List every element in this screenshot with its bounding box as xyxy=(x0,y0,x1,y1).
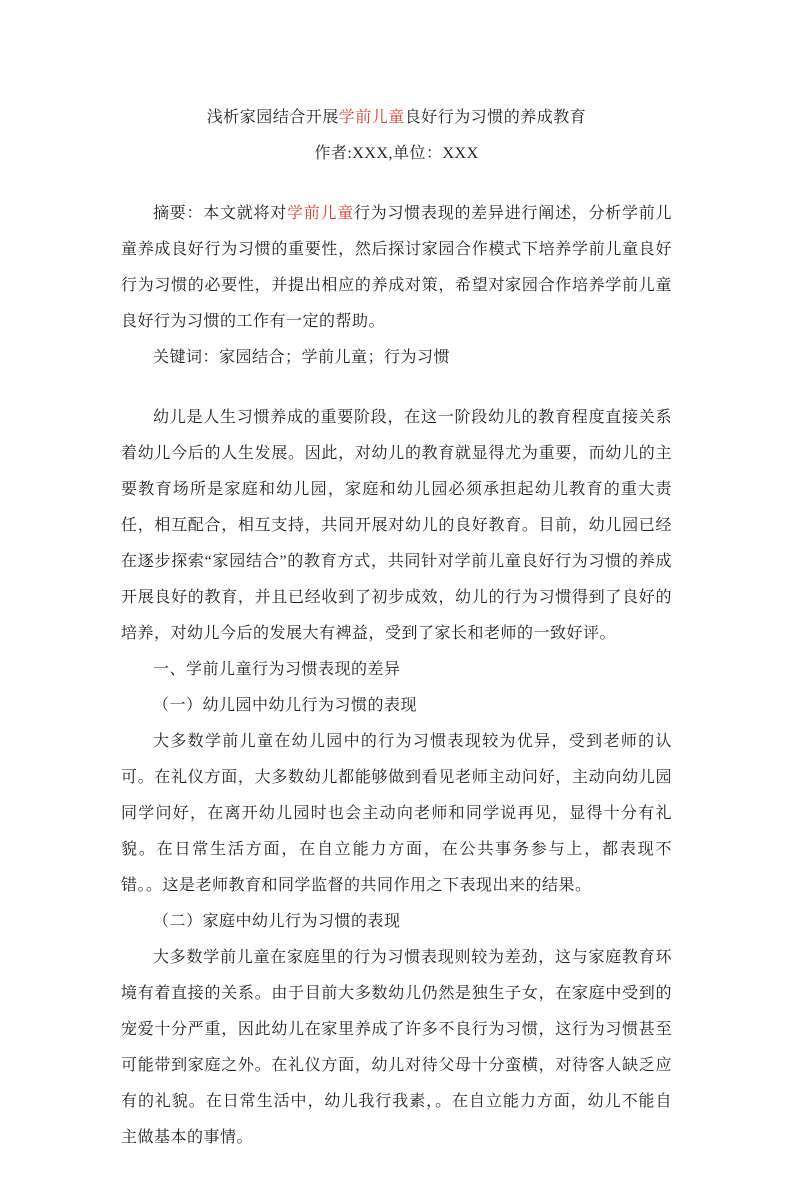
intro-paragraph: 幼儿是人生习惯养成的重要阶段，在这一阶段幼儿的教育程度直接关系着幼儿今后的人生发展。因此，对幼儿的教育就显得尤为重要，而幼儿的主要教育场所是家庭和幼儿园，家庭和幼儿园必须承担起幼儿教育的重大责任，相互配合，相互支持，共同开展对幼儿的良好教育。目前，幼儿园已经在逐步探索“家园结合”的教育方式，共同针对学前儿童良好行为习惯的养成开展良好的教育，并且已经收到了初步成效，幼儿的行为习惯得到了良好的培养，对幼儿今后的发展大有裨益，受到了家长和老师的一致好评。 xyxy=(121,409,672,642)
title-highlight: 学前儿童 xyxy=(338,109,405,126)
document-title xyxy=(121,100,672,136)
subsection-heading-family: （二）家庭中幼儿行为习惯的表现 xyxy=(153,913,401,930)
section-heading-differences: 一、学前儿童行为习惯表现的差异 xyxy=(153,661,401,678)
abstract-text-pre: 摘要：本文就将对 xyxy=(153,205,287,222)
abstract-paragraph xyxy=(121,196,672,340)
keywords-line: 关键词：家园结合；学前儿童；行为习惯 xyxy=(153,349,451,366)
family-paragraph: 大多数学前儿童在家庭里的行为习惯表现则较为差劲，这与家庭教育环境有着直接的关系。由于目前大多数幼儿仍然是独生子女，在家庭中受到的宠爱十分严重，因此幼儿在家里养成了许多不良行为习惯，这行为习惯甚至可能带到家庭之外。在礼仪方面，幼儿对待父母十分蛮横，对待客人缺乏应有的礼貌。在日常生活中，幼儿我行我素，。在自立能力方面，幼儿不能自主做基本的事情。 xyxy=(121,949,672,1146)
title-text-post: 良好行为习惯的养成教育 xyxy=(404,109,587,126)
spacer xyxy=(121,376,672,400)
title-text-pre: 浅析家园结合开展 xyxy=(206,109,339,126)
abstract-highlight: 学前儿童 xyxy=(287,205,354,222)
author-line: 作者:XXX,单位：XXX xyxy=(314,145,479,162)
kindergarten-paragraph: 大多数学前儿童在幼儿园中的行为习惯表现较为优异，受到老师的认可。在礼仪方面，大多数幼儿都能够做到看见老师主动问好，主动向幼儿园同学问好，在离开幼儿园时也会主动向老师和同学说再见，显得十分有礼貌。在日常生活方面，在自立能力方面，在公共事务参与上，都表现不错。。这是老师教育和同学监督的共同作用之下表现出来的结果。 xyxy=(121,733,672,894)
spacer xyxy=(121,172,672,196)
subsection-heading-kindergarten: （一）幼儿园中幼儿行为习惯的表现 xyxy=(153,697,418,714)
abstract-text-post: 行为习惯表现的差异进行阐述，分析学前儿童养成良好行为习惯的重要性，然后探讨家园合作模式下培养学前儿童良好行为习惯的必要性，并提出相应的养成对策，希望对家园合作培养学前儿童良好行为习惯的工作有一定的帮助。 xyxy=(121,205,672,330)
